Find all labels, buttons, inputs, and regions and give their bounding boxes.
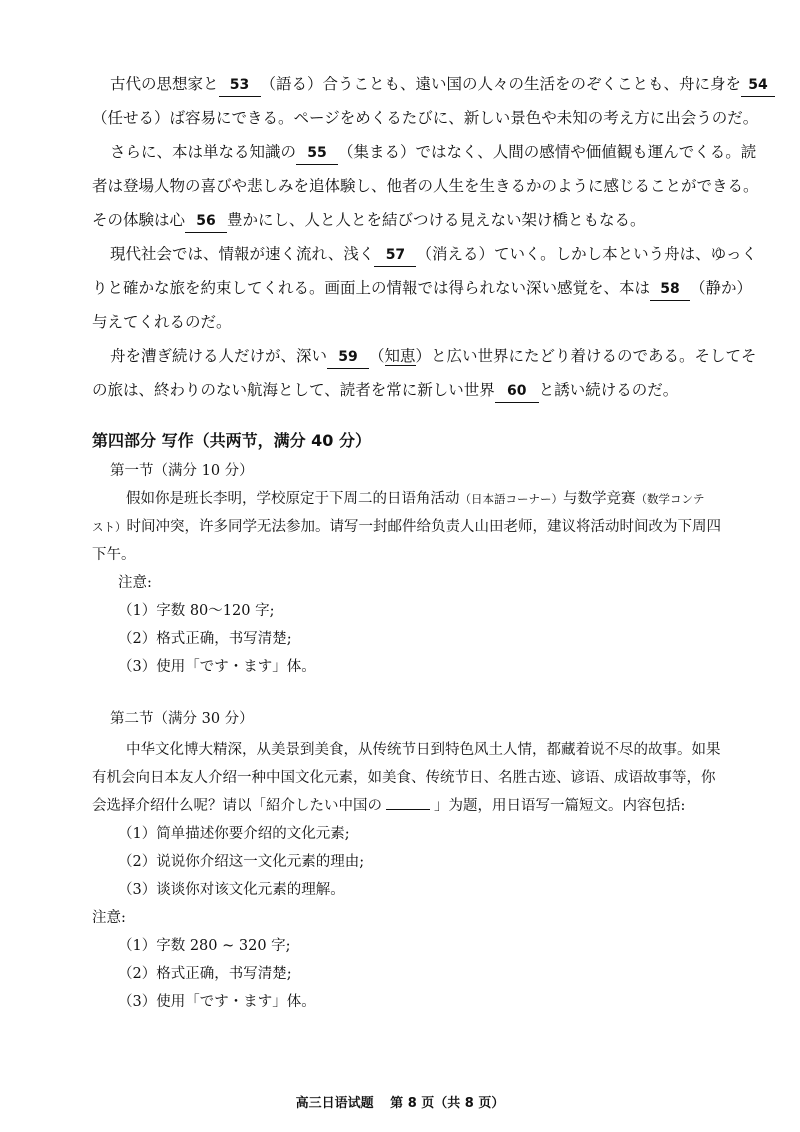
section1-note-item: （3）使用「です・ます」体。	[118, 659, 316, 675]
passage-line-2: （任せる）ば容易にできる。ページをめくるたびに、新しい景色や未知の考え方に出会うのだ。	[92, 109, 759, 127]
section1-title: 第一节（满分 10 分）	[110, 463, 254, 479]
section1-paragraph-line-1: 假如你是班长李明，学校原定于下周二的日语角活动（日本語コーナー）与数学竞赛（数学コンテ	[126, 491, 705, 507]
section2-note-item: （2）格式正确，书写清楚;	[118, 966, 292, 982]
underlined-word: 知恵	[384, 347, 416, 365]
section2-content-item: （2）说说你介绍这一文化元素的理由;	[118, 854, 365, 870]
section2-note-item: （1）字数 280 ~ 320 字;	[118, 938, 291, 954]
section2-paragraph-line-2: 有机会向日本友人介绍一种中国文化元素，如美食、传统节日、名胜古迹、谚语、成语故事等，你	[92, 770, 716, 786]
section1-paragraph-line-3: 下午。	[92, 547, 136, 563]
section2-paragraph-line-1: 中华文化博大精深，从美景到美食，从传统节日到特色风土人情，都藏着说不尽的故事。如果	[126, 742, 721, 758]
passage-line-7: りと確かな旅を約束してくれる。画面上の情報では得られない深い感覚を、本は 58 （静か）	[92, 277, 752, 301]
passage-line-6: 現代社会では、情報が速く流れ、浅く 57 （消える）ていく。しかし本という舟は、ゆっく	[110, 243, 757, 267]
section1-paragraph-line-2: スト）时间冲突，许多同学无法参加。请写一封邮件给负责人山田老师，建议将活动时间改为下周四	[92, 519, 721, 535]
footer-page-number: 第 8 页（共 8 页）	[390, 1096, 505, 1111]
page-footer	[0, 1092, 800, 1111]
section2-content-item: （1）简单描述你要介绍的文化元素;	[118, 826, 350, 842]
section2-note-label: 注意:	[92, 910, 126, 926]
blank-57: 57	[374, 244, 416, 267]
passage-line-1: 古代の思想家と 53 （語る）合うことも、遠い国の人々の生活をのぞくことも、舟に身を 54	[110, 73, 775, 97]
part4-heading: 第四部分 写作（共两节，满分 40 分）	[92, 431, 371, 450]
passage-line-8: 与えてくれるのだ。	[92, 313, 232, 331]
blank-55: 55	[296, 142, 338, 165]
blank-54: 54	[741, 74, 775, 97]
passage-line-5: その体験は心 56 豊かにし、人と人とを結びつける見えない架け橋ともなる。	[92, 209, 646, 233]
blank-53: 53	[219, 74, 261, 97]
blank-59: 59	[327, 346, 369, 369]
passage-line-3: さらに、本は単なる知識の 55 （集まる）ではなく、人間の感情や価値観も運んでくる。読	[110, 141, 756, 165]
blank-60: 60	[495, 380, 539, 403]
section2-content-item: （3）谈谈你对该文化元素的理解。	[118, 882, 345, 898]
section2-paragraph-line-3: 会选择介绍什么呢？请以「紹介したい中国の 」为题，用日语写一篇短文。内容包括:	[92, 798, 686, 814]
passage-line-10: の旅は、終わりのない航海として、読者を常に新しい世界 60 と誘い続けるのだ。	[92, 379, 678, 403]
passage-line-4: 者は登場人物の喜びや悲しみを追体験し、他者の人生を生きるかのように感じることができる。	[92, 177, 759, 195]
section2-title: 第二节（满分 30 分）	[110, 711, 254, 727]
section1-note-item: （2）格式正确，书写清楚;	[118, 631, 292, 647]
blank-58: 58	[650, 278, 690, 301]
section1-note-item: （1）字数 80～120 字;	[118, 603, 275, 619]
footer-exam-title: 高三日语试题	[295, 1096, 374, 1111]
passage-line-9: 舟を漕ぎ続ける人だけが、深い 59 （知恵）と広い世界にたどり着けるのである。そしてそ	[110, 345, 757, 369]
section2-note-item: （3）使用「です・ます」体。	[118, 994, 316, 1010]
title-blank	[386, 797, 430, 810]
blank-56: 56	[185, 210, 227, 233]
section1-note-label: 注意:	[118, 575, 152, 591]
